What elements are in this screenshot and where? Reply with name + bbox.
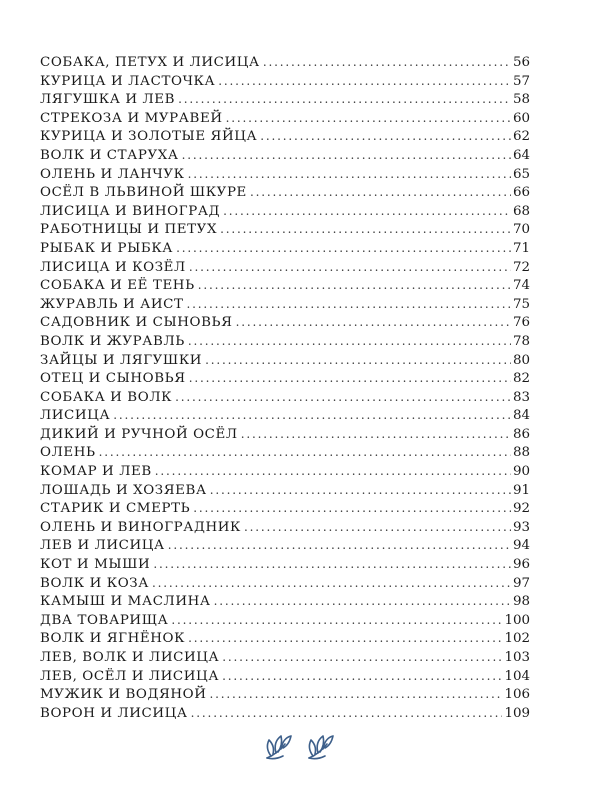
toc-entry-title: ЛЕВ И ЛИСИЦА — [40, 538, 165, 554]
toc-entry-title: КУРИЦА И ЗОЛОТЫЕ ЯЙЦА — [40, 129, 258, 145]
toc-entry — [40, 165, 530, 184]
toc-entry — [40, 146, 530, 165]
toc-entry-title: МУЖИК И ВОДЯНОЙ — [40, 687, 207, 703]
toc-entry-title: ДИКИЙ И РУЧНОЙ ОСЁЛ — [40, 426, 238, 442]
toc-entry — [40, 239, 530, 258]
toc-dot-leader — [250, 183, 511, 202]
toc-entry-page: 70 — [512, 222, 530, 238]
toc-entry-page: 86 — [512, 426, 530, 442]
toc-entry-page: 98 — [512, 594, 530, 610]
toc-dot-leader — [244, 518, 511, 537]
toc-entry-title: СОБАКА И ЕЁ ТЕНЬ — [40, 278, 195, 294]
toc-entry — [40, 351, 530, 370]
toc-entry-page: 76 — [512, 315, 530, 331]
toc-entry — [40, 220, 530, 239]
toc-dot-leader — [191, 704, 503, 723]
toc-entry-page: 84 — [512, 408, 530, 424]
toc-entry-page: 90 — [512, 464, 530, 480]
toc-entry-page: 83 — [512, 389, 530, 405]
toc-entry — [40, 127, 530, 146]
toc-dot-leader — [263, 53, 511, 72]
toc-dot-leader — [99, 443, 511, 462]
table-of-contents — [40, 53, 530, 722]
toc-entry — [40, 332, 530, 351]
toc-entry-title: ЛОШАДЬ И ХОЗЯЕВА — [40, 482, 207, 498]
toc-entry-page: 74 — [512, 278, 530, 294]
toc-entry-title: ВОЛК И ЯГНЁНОК — [40, 631, 186, 647]
toc-entry — [40, 72, 530, 91]
toc-entry — [40, 313, 530, 332]
toc-entry — [40, 704, 530, 723]
toc-entry-title: ОСЁЛ В ЛЬВИНОЙ ШКУРЕ — [40, 185, 247, 201]
toc-entry-page: 57 — [512, 73, 530, 89]
toc-entry-page: 103 — [504, 650, 530, 665]
toc-dot-leader — [188, 165, 511, 184]
toc-entry-title: КУРИЦА И ЛАСТОЧКА — [40, 73, 216, 89]
toc-dot-leader — [176, 239, 511, 258]
toc-dot-leader — [153, 555, 511, 574]
toc-dot-leader — [168, 536, 511, 555]
toc-entry-page: 94 — [512, 538, 530, 554]
toc-dot-leader — [214, 592, 511, 611]
toc-entry — [40, 592, 530, 611]
toc-dot-leader — [187, 295, 511, 314]
toc-dot-leader — [260, 127, 511, 146]
toc-entry-page: 104 — [504, 668, 530, 684]
toc-entry-page: 62 — [512, 129, 530, 145]
toc-entry — [40, 462, 530, 481]
toc-entry — [40, 388, 530, 407]
toc-entry-title: КАМЫШ И МАСЛИНА — [40, 594, 211, 610]
toc-entry-page: 80 — [512, 352, 530, 368]
toc-entry-title: ЛЕВ, ВОЛК И ЛИСИЦА — [40, 650, 220, 665]
toc-entry-title: СТАРИК И СМЕРТЬ — [40, 501, 191, 517]
toc-entry-title: ЛЕВ, ОСЁЛ И ЛИСИЦА — [40, 668, 220, 684]
toc-dot-leader — [178, 90, 511, 109]
toc-dot-leader — [198, 276, 511, 295]
toc-entry-page: 56 — [512, 55, 530, 70]
toc-dot-leader — [113, 406, 511, 425]
toc-entry-page: 96 — [512, 557, 530, 573]
toc-dot-leader — [188, 332, 511, 351]
toc-entry-title: РЫБАК И РЫБКА — [40, 240, 174, 256]
toc-entry — [40, 499, 530, 518]
toc-entry — [40, 90, 530, 109]
toc-dot-leader — [189, 258, 511, 277]
toc-entry — [40, 425, 530, 444]
toc-entry-title: КОТ И МЫШИ — [40, 557, 151, 573]
toc-dot-leader — [241, 425, 511, 444]
toc-entry-title: ОЛЕНЬ И ЛАНЧУК — [40, 166, 185, 182]
toc-entry — [40, 443, 530, 462]
toc-entry — [40, 667, 530, 686]
toc-entry-title: ВОЛК И СТАРУХА — [40, 147, 179, 163]
toc-entry — [40, 406, 530, 425]
toc-entry — [40, 258, 530, 277]
toc-entry-title: СОБАКА И ВОЛК — [40, 389, 173, 405]
toc-entry — [40, 53, 530, 72]
toc-entry — [40, 555, 530, 574]
leaf-flourish-icon — [261, 728, 341, 762]
toc-entry-title: ЛЯГУШКА И ЛЕВ — [40, 92, 176, 108]
toc-entry-title: ЖУРАВЛЬ И АИСТ — [40, 296, 184, 312]
toc-dot-leader — [222, 667, 502, 686]
toc-entry-page: 82 — [512, 371, 530, 387]
toc-entry-title: ДВА ТОВАРИЩА — [40, 612, 169, 628]
toc-entry — [40, 574, 530, 593]
toc-entry-title: СТРЕКОЗА И МУРАВЕЙ — [40, 110, 223, 126]
toc-entry — [40, 183, 530, 202]
toc-dot-leader — [175, 388, 511, 407]
toc-entry — [40, 536, 530, 555]
toc-entry-title: ОТЕЦ И СЫНОВЬЯ — [40, 371, 186, 387]
toc-entry-title: ЛИСИЦА — [40, 408, 111, 424]
toc-entry-title: САДОВНИК И СЫНОВЬЯ — [40, 315, 233, 331]
toc-dot-leader — [171, 611, 502, 630]
toc-dot-leader — [236, 313, 511, 332]
toc-entry-page: 97 — [512, 575, 530, 591]
toc-entry-page: 91 — [512, 482, 530, 498]
toc-entry-page: 88 — [512, 445, 530, 461]
toc-entry-title: ЛИСИЦА И ВИНОГРАД — [40, 203, 221, 219]
toc-entry-page: 66 — [512, 185, 530, 201]
toc-entry — [40, 648, 530, 667]
toc-entry — [40, 518, 530, 537]
toc-entry-title: КОМАР И ЛЕВ — [40, 464, 152, 480]
toc-dot-leader — [222, 648, 502, 667]
toc-entry-page: 78 — [512, 333, 530, 349]
toc-entry-title: ОЛЕНЬ — [40, 445, 96, 461]
toc-dot-leader — [205, 351, 511, 370]
toc-entry-title: ЗАЙЦЫ И ЛЯГУШКИ — [40, 352, 203, 368]
toc-dot-leader — [155, 462, 511, 481]
toc-entry — [40, 481, 530, 500]
toc-entry — [40, 369, 530, 388]
toc-entry — [40, 685, 530, 704]
toc-dot-leader — [152, 574, 511, 593]
toc-entry — [40, 109, 530, 128]
toc-dot-leader — [223, 202, 511, 221]
toc-dot-leader — [220, 220, 511, 239]
toc-entry-page: 60 — [512, 110, 530, 126]
toc-entry-page: 65 — [512, 166, 530, 182]
toc-entry-title: РАБОТНИЦЫ И ПЕТУХ — [40, 222, 218, 238]
toc-entry — [40, 295, 530, 314]
toc-dot-leader — [210, 481, 511, 500]
toc-dot-leader — [210, 685, 503, 704]
toc-entry — [40, 202, 530, 221]
toc-dot-leader — [193, 499, 511, 518]
toc-dot-leader — [218, 72, 511, 91]
toc-entry-title: ВОЛК И КОЗА — [40, 575, 149, 591]
toc-entry-page: 102 — [504, 631, 530, 647]
toc-entry — [40, 276, 530, 295]
toc-entry-page: 68 — [512, 203, 530, 219]
toc-entry-page: 100 — [504, 612, 530, 628]
toc-entry-page: 75 — [512, 296, 530, 312]
toc-dot-leader — [188, 629, 502, 648]
toc-entry-title: ВОЛК И ЖУРАВЛЬ — [40, 333, 185, 349]
toc-entry-title: СОБАКА, ПЕТУХ И ЛИСИЦА — [40, 55, 260, 70]
toc-entry-page: 58 — [512, 92, 530, 108]
toc-entry — [40, 629, 530, 648]
toc-dot-leader — [226, 109, 511, 128]
toc-entry-page: 93 — [512, 519, 530, 535]
toc-dot-leader — [182, 146, 511, 165]
toc-entry-title: ОЛЕНЬ И ВИНОГРАДНИК — [40, 519, 242, 535]
toc-entry-page: 72 — [512, 259, 530, 275]
toc-entry-title: ЛИСИЦА И КОЗЁЛ — [40, 259, 186, 275]
toc-entry-page: 64 — [512, 147, 530, 163]
toc-entry-title: ВОРОН И ЛИСИЦА — [40, 705, 188, 721]
toc-entry — [40, 611, 530, 630]
toc-entry-page: 109 — [504, 705, 530, 721]
toc-entry-page: 92 — [512, 501, 530, 517]
toc-dot-leader — [189, 369, 511, 388]
toc-entry-page: 106 — [504, 687, 530, 703]
toc-entry-page: 71 — [512, 240, 530, 256]
